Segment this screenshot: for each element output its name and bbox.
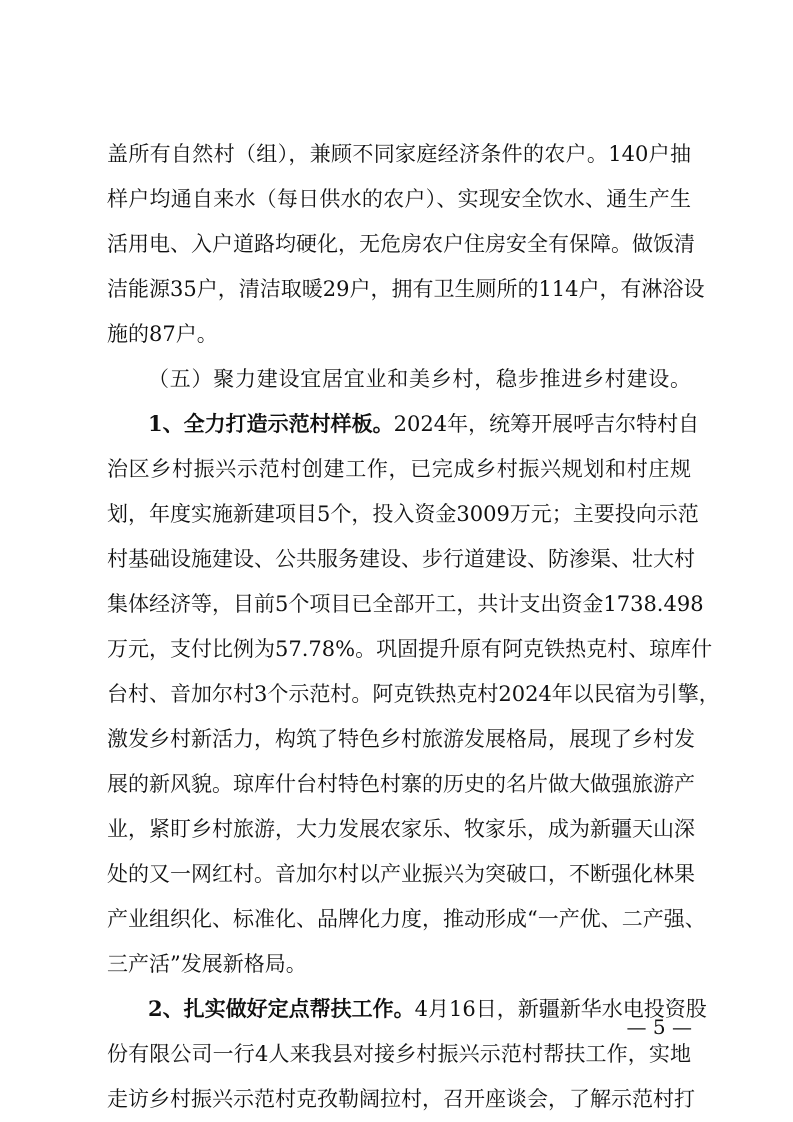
paragraph-3-line-13: 三产活”发展新格局。 — [107, 952, 307, 976]
subheading-2: 2、扎实做好定点帮扶工作。 — [148, 996, 415, 1021]
page-number: — 5 — — [626, 1015, 692, 1039]
paragraph-1-line-4: 洁能源35户，清洁取暖29户，拥有卫生厕所的114户，有淋浴设 — [107, 277, 705, 301]
paragraph-3-line-12: 产业组织化、标准化、品牌化力度，推动形成“一产优、二产强、 — [107, 907, 706, 931]
paragraph-1-line-2: 样户均通自来水（每日供水的农户）、实现安全饮水、通生产生 — [107, 187, 691, 211]
subheading-1: 1、全力打造示范村样板。 — [148, 411, 394, 436]
paragraph-3-line-1 — [148, 406, 700, 442]
paragraph-1-line-3: 活用电、入户道路均硬化，无危房农户住房安全有保障。做饭清 — [107, 232, 695, 256]
paragraph-4-line-1 — [148, 991, 707, 1027]
paragraph-3-line-2: 治区乡村振兴示范村创建工作，已完成乡村振兴规划和村庄规 — [107, 457, 691, 481]
paragraph-4-line-2: 份有限公司一行4人来我县对接乡村振兴示范村帮扶工作，实地 — [107, 1042, 691, 1066]
paragraph-3-line-4: 村基础设施建设、公共服务建设、步行道建设、防渗渠、壮大村 — [107, 547, 695, 571]
paragraph-4-line-3: 走访乡村振兴示范村克孜勒阔拉村，召开座谈会，了解示范村打 — [107, 1087, 695, 1111]
paragraph-3-line-1-text: 2024年，统筹开展呼吉尔特村自 — [393, 412, 700, 436]
paragraph-3-line-7: 台村、音加尔村3个示范村。阿克铁热克村2024年以民宿为引擎， — [107, 682, 720, 706]
paragraph-3-line-8: 激发乡村新活力，构筑了特色乡村旅游发展格局，展现了乡村发 — [107, 727, 695, 751]
paragraph-1-line-1: 盖所有自然村（组），兼顾不同家庭经济条件的农户。140户抽 — [107, 142, 691, 166]
paragraph-3-line-6: 万元，支付比例为57.78%。巩固提升原有阿克铁热克村、琼库什 — [107, 637, 713, 661]
paragraph-3-line-11: 处的又一网红村。音加尔村以产业振兴为突破口，不断强化林果 — [107, 862, 695, 886]
section-heading-5: （五）聚力建设宜居宜业和美乡村，稳步推进乡村建设。 — [148, 367, 691, 391]
paragraph-3-line-3: 划，年度实施新建项目5个，投入资金3009万元；主要投向示范 — [107, 502, 699, 526]
paragraph-3-line-5: 集体经济等，目前5个项目已全部开工，共计支出资金1738.498 — [107, 592, 704, 616]
paragraph-3-line-10: 业，紧盯乡村旅游，大力发展农家乐、牧家乐，成为新疆天山深 — [107, 817, 695, 841]
paragraph-3-line-9: 展的新风貌。琼库什台村特色村寨的历史的名片做大做强旅游产 — [107, 772, 695, 796]
paragraph-1-line-5: 施的87户。 — [107, 322, 218, 346]
paragraph-4-line-1-text: 4月16日，新疆新华水电投资股 — [414, 997, 707, 1021]
